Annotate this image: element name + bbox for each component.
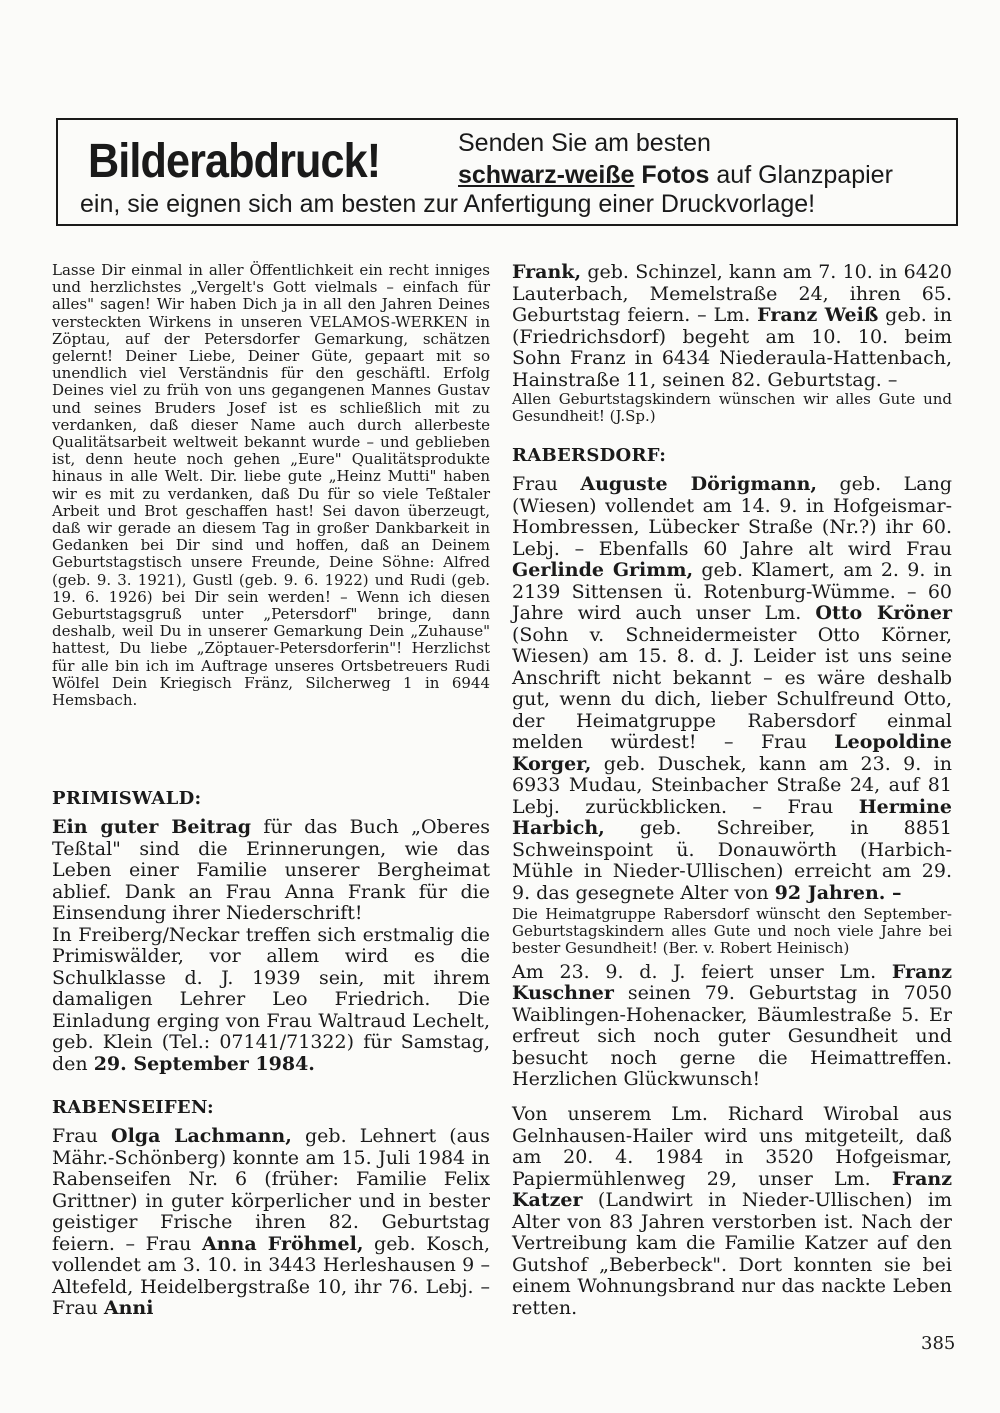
notice-line-1: Senden Sie am besten [458, 129, 711, 157]
person-name: Frank, [512, 261, 582, 283]
person-name: Franz Weiß [757, 304, 879, 326]
text: geb. Schinzel, kann am 7. 10. in 6420 Lauterbach, Memelstraße 24, ihren 65. Geburtstag feiern. – Lm. [512, 261, 952, 326]
event-date: 29. September 1984. [93, 1052, 315, 1075]
greeting-paragraph: Lasse Dir einmal in aller Öffentlichkeit ein recht inniges und herzlichstes „Vergelt's Gott vielmals – einfach für alles" sagen! Wir haben Dich ja in all den Jahren Deines versteckten Wirkens in unseren VELAMOS-WERKEN in Zöptau, auf der Petersdorfer Gemarkung, schätzen gelernt! Deiner Liebe, Deiner Güte, gepaart mit so unendlich viel Verständnis für den geschäftl. Erfolg Deines viel zu früh von uns gegangenen Mannes Gustav und seines Bruders Josef ist es schließlich mit zu verdanken, daß dieser Name auch durch allerbeste Qualitätsarbeit weltweit bekannt wurde – und geblieben ist, denn heute noch gehen „Eure" Qualitätsprodukte hinaus in alle Welt. Dir. liebe gute „Heinz Mutti" haben wir es mit zu verdanken, daß Du für so viele Teßtaler Arbeit und Brot geschaffen hast! Sei davon überzeugt, daß wir gerade an diesem Tag in großer Dankbarkeit in Gedanken bei Dir sind und hoffen, daß an Deinem Geburtstagstisch unsere Freunde, Deine Söhne: Alfred (geb. 9. 3. 1921), Gustl (geb. 9. 6. 1922) und Rudi (geb. 19. 6. 1926) bei Dir sein werden! – Wenn ich diesen Geburtstagsgruß unter „Petersdorf" bringe, dann deshalb, weil Du in unserer Gemarkung Dein „Zuhause" hattest, Du liebe „Zöptauer-Petersdorferin"! Herzlichst für alle bin ich im Auftrage unseres Ortsbetreuers Rudi Wölfel Dein Kriegisch Fränz, Silcherweg 1 in 6944 Hemsbach. [52, 261, 490, 710]
text: geb. Duschek, kann am 23. 9. in 6933 Mudau, Steinbacher Straße 24, auf 81 Lebj. zurückblicken. – Frau [512, 752, 952, 818]
section-heading-primiswald: PRIMISWALD: [52, 788, 202, 809]
section-heading-rabenseifen: RABENSEIFEN: [52, 1097, 215, 1118]
text: Von unserem Lm. Richard Wirobal aus Gelnhausen-Hailer wird uns mitgeteilt, daß am 20. 4. 1984 in 3520 Hofgeismar, Papiermühlenweg 29, unser Lm. [512, 1103, 952, 1190]
text: Am 23. 9. d. J. feiert unser Lm. [512, 960, 892, 983]
section-rabersdorf [512, 445, 952, 1091]
obituary-paragraph [512, 1104, 952, 1319]
person-name: Hermine Harbich, [512, 795, 952, 839]
person-name: Olga Lachmann, [111, 1125, 292, 1147]
text: geb. Lang (Wiesen) vollendet am 14. 9. in Hofgeismar-Hombressen, Lübecker Straße (Nr.?) ihr 60. Lebj. – Ebenfalls 60 Jahre alt wird Frau [512, 473, 952, 560]
text: Frau [512, 473, 581, 495]
kuschner-paragraph [512, 962, 952, 1091]
person-name: Gerlinde Grimm, [512, 559, 694, 581]
primiswald-paragraph-2 [52, 925, 490, 1076]
section-rabenseifen [52, 1097, 490, 1320]
primiswald-paragraph-1 [52, 817, 490, 925]
notice-headline: Bilderabdruck! [88, 135, 381, 188]
person-name: Leopoldine Korger, [512, 731, 952, 775]
text: geb. in (Friedrichsdorf) begeht am 10. 10. beim Sohn Franz in 6434 Niederaula-Hattenbach, Hainstraße 11, seinen 82. Geburtstag. – [512, 304, 952, 391]
birthday-greeting-article [52, 262, 490, 709]
bold-lead: Ein guter Beitrag [52, 816, 252, 838]
continuation-paragraph [512, 262, 952, 391]
text: In Freiberg/Neckar treffen sich erstmalig die Primiswälder, vor allem wird es die Schulklasse d. J. 1939 sein, mit ihrem damaligen Lehrer Leo Friedrich. Die Einladung erging von Frau Waltraud Lechelt, geb. Klein (Tel.: 07141/71322) für Samstag, den [52, 923, 490, 1075]
section-heading-rabersdorf: RABERSDORF: [512, 445, 667, 466]
text: geb. Klamert, am 2. 9. in 2139 Sittensen ü. Rotenburg-Wümme. – 60 Jahre wird auch unser Lm. [512, 559, 952, 624]
text: geb. Schreiber, in 8851 Schweinspoint ü. Donauwörth (Harbich-Mühle in Nieder-Ullischen) erreicht am 29. 9. das gesegnete Alter von [512, 817, 952, 904]
text: Frau [52, 1125, 112, 1147]
person-name: Anni [103, 1297, 154, 1319]
text: seinen 79. Geburtstag in 7050 Waiblingen-Hohenacker, Bäumlestraße 5. Er erfreut sich noch guter Gesundheit und besucht noch gerne die Heimattreffen. Herzlichen Glückwunsch! [512, 982, 952, 1091]
person-name: Auguste Dörigmann, [580, 473, 817, 495]
person-name: Franz Katzer [512, 1167, 952, 1211]
rabenseifen-paragraph [52, 1126, 490, 1320]
person-name: Anna Fröhmel, [201, 1232, 364, 1255]
text: geb. Lehnert (aus Mähr.-Schönberg) konnte am 15. Juli 1984 in Rabenseifen Nr. 6 (früher: Familie Felix Grittner) in guter körperlicher und in bester geistiger Frische ihren 82. Geburtstag feiern. – Frau [52, 1125, 490, 1255]
person-name: Otto Kröner [815, 602, 952, 624]
text: (Landwirt in Nieder-Ullischen) im Alter von 83 Jahren verstorben ist. Nach der Vertreibung kam die Familie Katzer auf den Gutshof „Beberbeck". Dort konnten sie bei einem Wohnungsbrand nur das nackte Leben retten. [512, 1189, 952, 1319]
section-primiswald [52, 788, 490, 1075]
notice-line-2 [458, 160, 893, 190]
text: (Sohn v. Schneidermeister Otto Körner, Wiesen) am 15. 8. d. J. Leider ist uns seine Anschrift nicht bekannt – es wäre deshalb gut, wenn du dich, lieber Schulfreund Otto, der Heimatgruppe Rabersdorf einmal melden würdest! – Frau [512, 623, 952, 753]
underlined-phrase: schwarz-weiße [458, 161, 635, 189]
photo-print-notice-box [56, 118, 958, 226]
text: für das Buch „Oberes Teßtal" sind die Erinnerungen, wie das Leben einer Familie unserer Bergheimat ablief. Dank an Frau Anna Frank für die Einsendung ihrer Niederschrift! [52, 816, 491, 924]
notice-line-2-rest: auf Glanzpapier [709, 161, 893, 189]
age-highlight: 92 Jahren. – [774, 881, 902, 904]
rabenseifen-continuation [512, 262, 952, 425]
rabersdorf-greeting: Die Heimatgruppe Rabersdorf wünscht den September-Geburtstagskindern alles Gute und noch viele Jahre bei bester Gesundheit! (Ber. v. Robert Heinisch) [512, 905, 952, 958]
closing-wish: Allen Geburtstagskindern wünschen wir alles Gute und Gesundheit! (J.Sp.) [512, 390, 952, 426]
person-name: Franz Kuschner [512, 960, 952, 1005]
text: geb. Kosch, vollendet am 3. 10. in 3443 Herleshausen 9 – Altefeld, Heidelbergstraße 10, ihr 76. Lebj. – Frau [52, 1232, 490, 1319]
page-number: 385 [921, 1333, 956, 1354]
bold-phrase: Fotos [634, 161, 710, 189]
obituary-article [512, 1104, 952, 1319]
rabersdorf-paragraph [512, 474, 952, 904]
notice-line-3: ein, sie eignen sich am besten zur Anfertigung einer Druckvorlage! [80, 190, 816, 218]
